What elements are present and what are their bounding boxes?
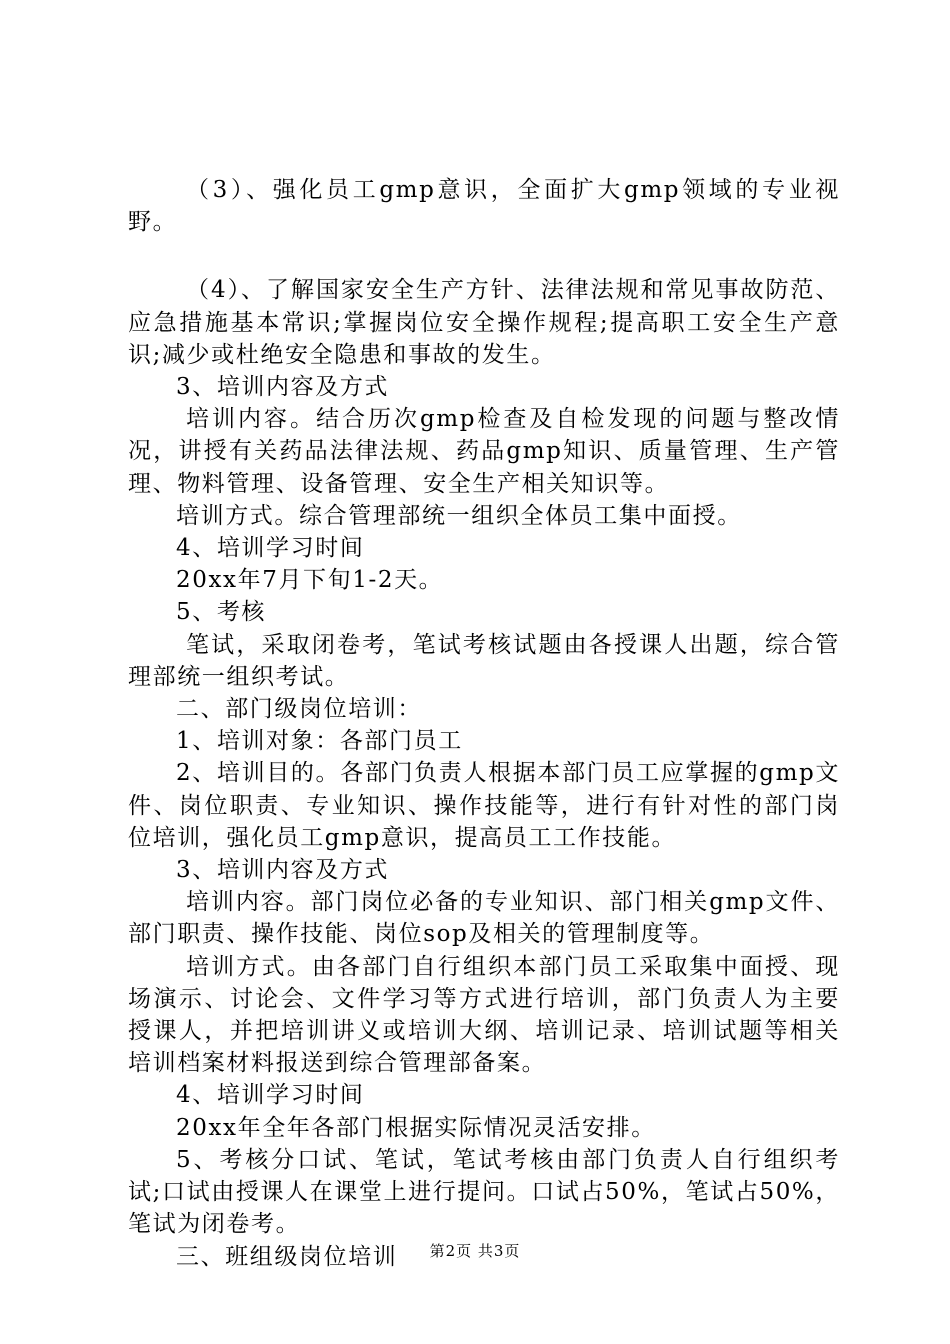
paragraph: 20xx年7月下旬1-2天。 (176, 567, 444, 594)
section-heading: 三、班组级岗位培训 (176, 1243, 398, 1270)
paragraph: 笔试，采取闭卷考，笔试考核试题由各授课人出题，综合管理部统一组织考试。 (128, 631, 840, 690)
paragraph: 2、培训目的。各部门负责人根据本部门员工应掌握的gmp文件、岗位职责、专业知识、操作技能等，进行有针对性的部门岗位培训，强化员工gmp意识，提高员工工作技能。 (128, 760, 840, 851)
paragraph: 培训方式。综合管理部统一组织全体员工集中面授。 (176, 502, 742, 529)
section-heading: 二、部门级岗位培训： (176, 696, 422, 723)
paragraph: 培训方式。由各部门自行组织本部门员工采取集中面授、现场演示、讨论会、文件学习等方式进行培训，部门负责人为主要授课人，并把培训讲义或培训大纲、培训记录、培训试题等相关培训档案材料报送到综合管理部备案。 (128, 953, 840, 1077)
paragraph: 培训内容。结合历次gmp检查及自检发现的问题与整改情况，讲授有关药品法律法规、药品gmp知识、质量管理、生产管理、物料管理、设备管理、安全生产相关知识等。 (128, 406, 840, 497)
paragraph: 20xx年全年各部门根据实际情况灵活安排。 (176, 1114, 656, 1141)
section-heading: 5、考核 (176, 599, 267, 626)
paragraph: （4）、了解国家安全生产方针、法律法规和常见事故防范、应急措施基本常识;掌握岗位安全操作规程;提高职工安全生产意识;减少或杜绝安全隐患和事故的发生。 (128, 277, 840, 368)
document-body (128, 174, 840, 1273)
paragraph: 培训内容。部门岗位必备的专业知识、部门相关gmp文件、部门职责、操作技能、岗位sop及相关的管理制度等。 (128, 889, 840, 948)
page-footer (0, 1241, 950, 1261)
section-heading: 4、培训学习时间 (176, 1082, 365, 1109)
section-heading: 3、培训内容及方式 (176, 374, 390, 401)
paragraph: 1、培训对象：各部门员工 (176, 728, 463, 755)
paragraph: 5、考核分口试、笔试，笔试考核由部门负责人自行组织考试;口试由授课人在课堂上进行提问。口试占50%，笔试占50%，笔试为闭卷考。 (128, 1146, 840, 1238)
page-number: 第2页 共3页 (429, 1242, 521, 1260)
section-heading: 4、培训学习时间 (176, 535, 365, 562)
section-heading: 3、培训内容及方式 (176, 857, 390, 884)
paragraph: （3）、强化员工gmp意识，全面扩大gmp领域的专业视野。 (128, 177, 840, 236)
